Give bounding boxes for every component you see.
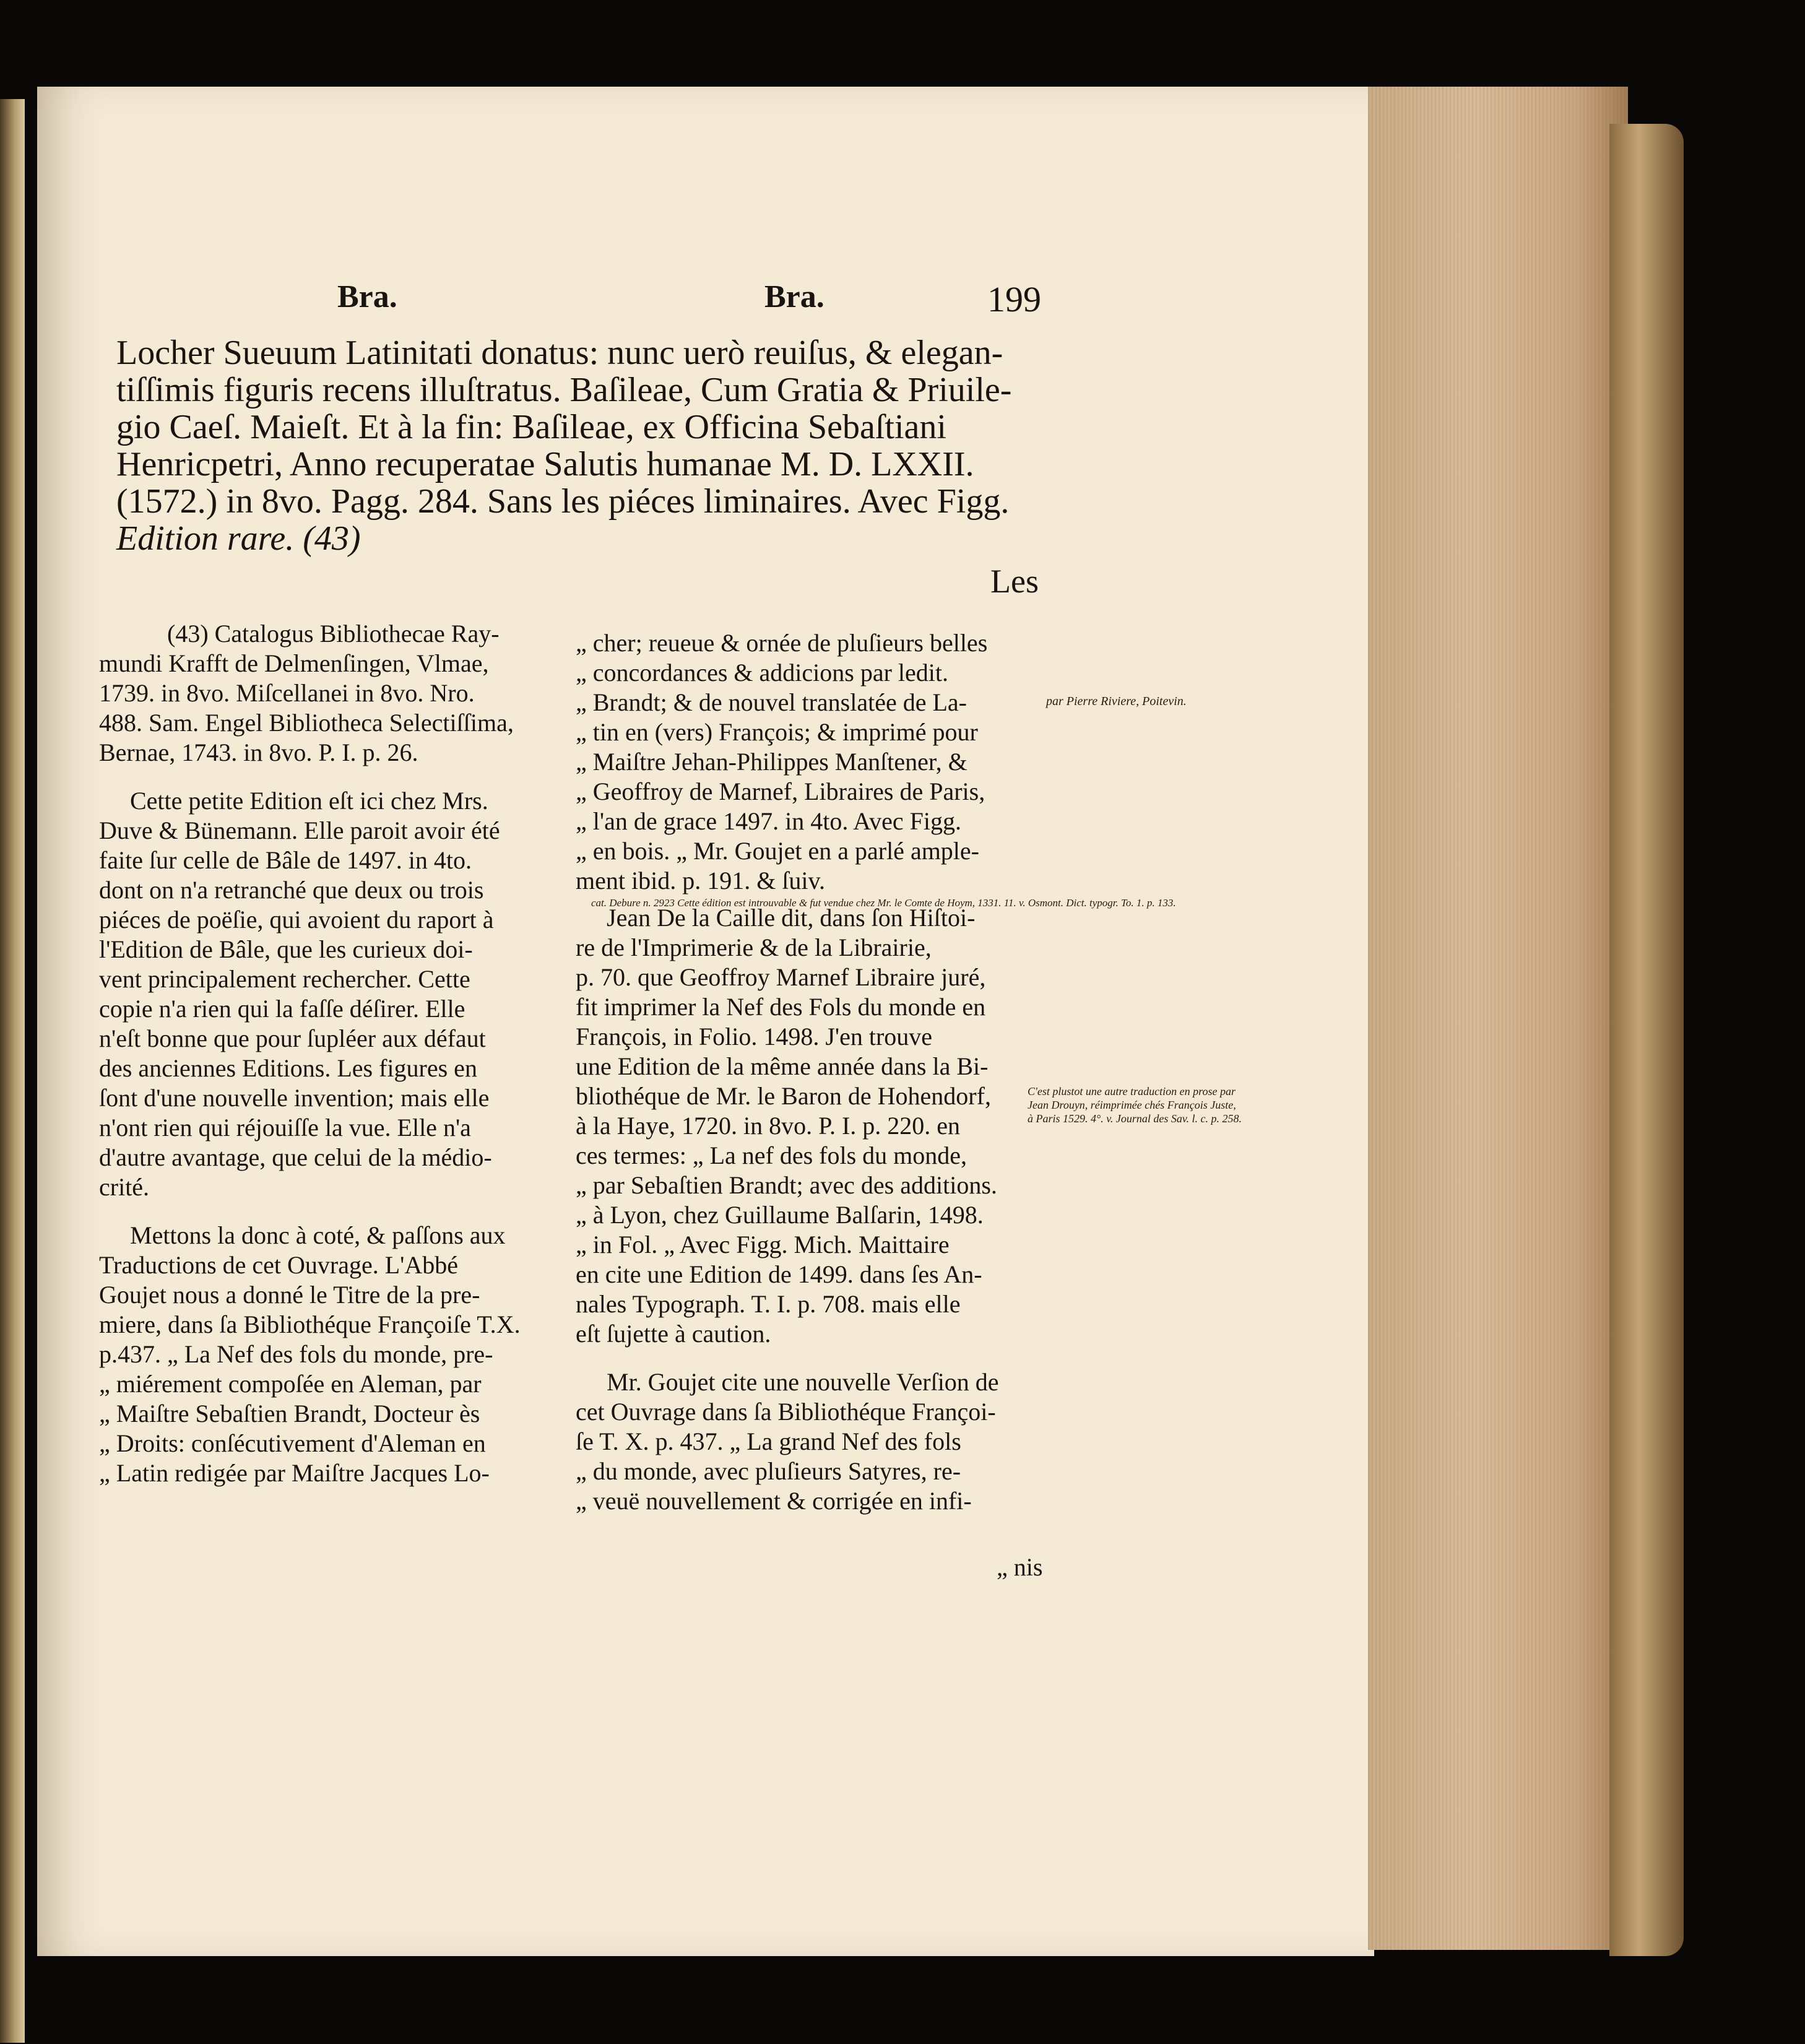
note-line: Jean Drouyn, réimprimée chés François Juste, bbox=[1028, 1099, 1236, 1111]
running-head-left: Bra. bbox=[337, 279, 397, 314]
text-line: Traductions de cet Ouvrage. L'Abbé bbox=[99, 1251, 459, 1279]
text-line: ſe T. X. p. 437. „ La grand Nef des fols bbox=[576, 1427, 961, 1455]
title-line: Henricpetri, Anno recuperatae Salutis humanae M. D. LXXII. bbox=[116, 445, 974, 483]
text-line: piéces de poëſie, qui avoient du raport à bbox=[99, 906, 494, 933]
previous-page-edge bbox=[0, 99, 25, 2043]
text-line: „ Latin redigée par Maiſtre Jacques Lo- bbox=[99, 1459, 490, 1487]
page-block-edge bbox=[1368, 87, 1628, 1950]
text-line: miere, dans ſa Bibliothéque Françoiſe T.X. bbox=[99, 1310, 521, 1338]
text-line: cet Ouvrage dans ſa Bibliothéque Françoi- bbox=[576, 1398, 996, 1426]
text-line: dont on n'a retranché que deux ou trois bbox=[99, 876, 484, 904]
catchword-bottom: „ nis bbox=[997, 1553, 1043, 1581]
text-line: re de l'Imprimerie & de la Librairie, bbox=[576, 933, 932, 961]
text-line: „ Maiſtre Sebaſtien Brandt, Docteur ès bbox=[99, 1400, 480, 1427]
text-line: à la Haye, 1720. in 8vo. P. I. p. 220. en bbox=[576, 1112, 961, 1140]
title-entry bbox=[116, 334, 1057, 557]
text-line: n'eſt bonne que pour ſupléer aux défaut bbox=[99, 1024, 486, 1052]
handwritten-margin-note: par Pierre Riviere, Poitevin. bbox=[1046, 695, 1187, 708]
text-line: n'ont rien qui réjouiſſe la vue. Elle n'a bbox=[99, 1114, 471, 1141]
text-line: „ tin en (vers) François; & imprimé pour bbox=[576, 718, 978, 746]
text-line: une Edition de la même année dans la Bi- bbox=[576, 1052, 989, 1080]
text-line: ment ibid. p. 191. & ſuiv. bbox=[576, 867, 825, 894]
text-line: p. 70. que Geoffroy Marnef Libraire juré, bbox=[576, 963, 986, 991]
text-line: ces termes: „ La nef des fols du monde, bbox=[576, 1141, 967, 1169]
text-line: Duve & Bünemann. Elle paroit avoir été bbox=[99, 816, 500, 844]
text-line: François, in Folio. 1498. J'en trouve bbox=[576, 1023, 933, 1050]
text-line: „ veuë nouvellement & corrigée en infi- bbox=[576, 1487, 972, 1515]
right-column bbox=[576, 628, 1046, 1516]
text-line: en cite une Edition de 1499. dans ſes An- bbox=[576, 1260, 982, 1288]
text-line: d'autre avantage, que celui de la médio- bbox=[99, 1143, 492, 1171]
text-line: p.437. „ La Nef des fols du monde, pre- bbox=[99, 1340, 493, 1368]
text-line: copie n'a rien qui la faſſe déſirer. Elle bbox=[99, 995, 465, 1023]
text-line: Jean De la Caille dit, dans ſon Hiſtoi- bbox=[607, 904, 976, 932]
text-line: (43) Catalogus Bibliothecae Ray- bbox=[167, 620, 500, 647]
handwritten-inline-note: cat. Debure n. 2923 Cette édition est introuvable & fut vendue chez Mr. le Comte de Hoym, 1331. 11. v. Osmont. Dict. typogr. To. 1. p. 133. bbox=[591, 897, 1176, 909]
text-line: crité. bbox=[99, 1173, 150, 1201]
title-line: (1572.) in 8vo. Pagg. 284. Sans les piéces liminaires. Avec Figg. bbox=[116, 482, 1010, 521]
text-line: l'Edition de Bâle, que les curieux doi- bbox=[99, 935, 473, 963]
text-line: „ du monde, avec pluſieurs Satyres, re- bbox=[576, 1457, 961, 1485]
text-line: „ Brandt; & de nouvel translatée de La- bbox=[576, 688, 967, 716]
text-line: „ Geoffroy de Marnef, Libraires de Paris, bbox=[576, 777, 985, 805]
text-line: Goujet nous a donné le Titre de la pre- bbox=[99, 1281, 480, 1309]
text-line: mundi Krafft de Delmenſingen, Vlmae, bbox=[99, 649, 489, 677]
text-line: 1739. in 8vo. Miſcellanei in 8vo. Nro. bbox=[99, 679, 475, 707]
book-cover-edge bbox=[1609, 124, 1684, 1956]
text-line: „ cher; reueue & ornée de pluſieurs belles bbox=[576, 629, 988, 657]
text-line: „ Droits: conſécutivement d'Aleman en bbox=[99, 1429, 486, 1457]
text-line: 488. Sam. Engel Bibliotheca Selectiſſima, bbox=[99, 709, 514, 737]
title-line: tiſſimis figuris recens illuſtratus. Baſileae, Cum Gratia & Priuile- bbox=[116, 371, 1012, 409]
text-line: fit imprimer la Nef des Fols du monde en bbox=[576, 993, 986, 1021]
text-line: eſt ſujette à caution. bbox=[576, 1320, 771, 1348]
text-line: Mr. Goujet cite une nouvelle Verſion de bbox=[607, 1368, 999, 1396]
running-head-center: Bra. bbox=[764, 279, 825, 314]
title-line: Edition rare. (43) bbox=[116, 519, 361, 558]
title-line: Locher Sueuum Latinitati donatus: nunc uerò reuiſus, & elegan- bbox=[116, 334, 1003, 372]
text-line: „ en bois. „ Mr. Goujet en a parlé ample- bbox=[576, 837, 979, 865]
text-line: nales Typograph. T. I. p. 708. mais elle bbox=[576, 1290, 961, 1318]
text-line: Mettons la donc à coté, & paſſons aux bbox=[130, 1221, 506, 1249]
text-line: „ l'an de grace 1497. in 4to. Avec Figg. bbox=[576, 807, 961, 835]
text-line: „ à Lyon, chez Guillaume Balſarin, 1498. bbox=[576, 1201, 984, 1229]
text-line: des anciennes Editions. Les figures en bbox=[99, 1054, 477, 1082]
text-line: faite ſur celle de Bâle de 1497. in 4to. bbox=[99, 846, 472, 874]
note-line: C'est plustot une autre traduction en prose par bbox=[1028, 1085, 1236, 1098]
page-number: 199 bbox=[987, 279, 1041, 319]
left-column bbox=[99, 619, 551, 1488]
text-line: „ par Sebaſtien Brandt; avec des additions. bbox=[576, 1171, 997, 1199]
text-line: Cette petite Edition eſt ici chez Mrs. bbox=[130, 787, 488, 815]
text-line: Bernae, 1743. in 8vo. P. I. p. 26. bbox=[99, 738, 418, 766]
text-line: vent principalement rechercher. Cette bbox=[99, 965, 470, 993]
text-line: ſont d'une nouvelle invention; mais elle bbox=[99, 1084, 490, 1112]
handwritten-margin-note bbox=[1028, 1085, 1242, 1125]
title-line: gio Caeſ. Maieſt. Et à la fin: Baſileae, ex Officina Sebaſtiani bbox=[116, 408, 946, 446]
text-line: „ concordances & addicions par ledit. bbox=[576, 659, 948, 686]
text-line: „ in Fol. „ Avec Figg. Mich. Maittaire bbox=[576, 1231, 950, 1258]
note-line: à Paris 1529. 4°. v. Journal des Sav. l. c. p. 258. bbox=[1028, 1112, 1242, 1125]
text-line: „ miérement compoſée en Aleman, par bbox=[99, 1370, 482, 1398]
text-line: bliothéque de Mr. le Baron de Hohendorf, bbox=[576, 1082, 991, 1110]
text-line: „ Maiſtre Jehan-Philippes Manſtener, & bbox=[576, 748, 967, 776]
catchword-top: Les bbox=[990, 563, 1039, 600]
